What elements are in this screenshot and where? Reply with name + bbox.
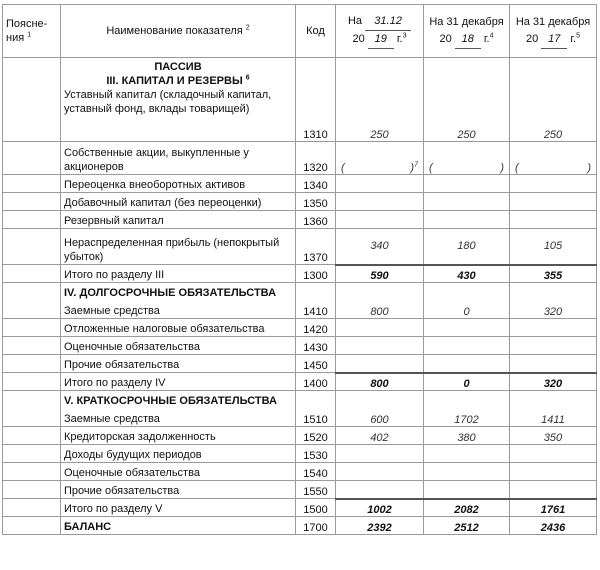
- table-row: [3, 193, 597, 211]
- header-name: [61, 5, 296, 58]
- row-name: Уставный капитал (складочный капитал, уставный фонд, вклады товарищей): [64, 89, 272, 115]
- value-cell: [336, 175, 424, 193]
- value-cell: 250: [510, 58, 597, 142]
- row-name: Добавочный капитал (без переоценки): [61, 193, 296, 211]
- row-name: Оценочные обязательства: [61, 337, 296, 355]
- name-cell: [61, 283, 296, 319]
- value-cell: 105: [510, 229, 597, 265]
- row-name: Прочие обязательства: [61, 481, 296, 499]
- note-cell: [3, 391, 61, 427]
- table-row: [3, 319, 597, 337]
- value-cell: [424, 193, 510, 211]
- period-3-sup: 5: [576, 31, 580, 39]
- code-cell: 1430: [296, 337, 336, 355]
- header-code: Код: [296, 5, 336, 58]
- code-cell: 1320: [296, 142, 336, 175]
- note-cell: [3, 337, 61, 355]
- table-row: [3, 481, 597, 499]
- value-cell: [510, 481, 597, 499]
- code-cell: 1530: [296, 445, 336, 463]
- row-name: Собственные акции, выкупленные у акционеров: [61, 142, 296, 175]
- table-row: [3, 211, 597, 229]
- code-cell: 1500: [296, 499, 336, 517]
- note-cell: [3, 283, 61, 319]
- note-cell: [3, 463, 61, 481]
- value-cell: 2512: [424, 517, 510, 535]
- period-1-year: 19: [368, 31, 394, 49]
- section-3-title: III. КАПИТАЛ И РЕЗЕРВЫ $^6$: [106, 74, 250, 87]
- header-name-sup: 2: [245, 24, 250, 32]
- period-2-year-suffix: г.: [483, 32, 490, 45]
- value-cell: 340: [336, 229, 424, 265]
- value-cell: 800: [336, 283, 424, 319]
- value-cell: [510, 355, 597, 373]
- note-cell: [3, 211, 61, 229]
- row-name: Нераспределенная прибыль (непокрытый убыток): [61, 229, 296, 265]
- value-cell: [424, 319, 510, 337]
- code-cell: 1510: [296, 391, 336, 427]
- code-cell: 1400: [296, 373, 336, 391]
- table-row: [3, 355, 597, 373]
- note-cell: [3, 427, 61, 445]
- value-cell: [336, 319, 424, 337]
- row-name: Оценочные обязательства: [61, 463, 296, 481]
- value-cell: [336, 355, 424, 373]
- value-cell: ( ): [510, 142, 597, 175]
- code-cell: 1700: [296, 517, 336, 535]
- value-cell: [424, 175, 510, 193]
- value-cell: 250: [424, 58, 510, 142]
- table-row: [3, 391, 597, 427]
- note-cell: [3, 193, 61, 211]
- total-row: [3, 265, 597, 283]
- code-cell: 1520: [296, 427, 336, 445]
- table-row: [3, 337, 597, 355]
- header-name-label: Наименование показателя: [106, 25, 243, 37]
- value-cell: [510, 463, 597, 481]
- note-cell: [3, 517, 61, 535]
- value-cell: [510, 445, 597, 463]
- row-name: Заемные средства: [64, 413, 160, 425]
- value-cell: 430: [424, 265, 510, 283]
- header-period-3: [510, 5, 597, 58]
- table-row: [3, 283, 597, 319]
- note-cell: [3, 175, 61, 193]
- row-name: Резервный капитал: [61, 211, 296, 229]
- value-cell: [510, 319, 597, 337]
- period-2-year: 18: [455, 31, 481, 49]
- value-cell: 1761: [510, 499, 597, 517]
- row-name: Прочие обязательства: [61, 355, 296, 373]
- note-cell: [3, 355, 61, 373]
- row-name: Кредиторская задолженность: [61, 427, 296, 445]
- section-4-title: IV. ДОЛГОСРОЧНЫЕ ОБЯЗАТЕЛЬСТВА: [64, 287, 277, 299]
- row-name: Переоценка внеоборотных активов: [61, 175, 296, 193]
- note-cell: [3, 445, 61, 463]
- total-row: [3, 499, 597, 517]
- note-cell: [3, 373, 61, 391]
- code-cell: 1360: [296, 211, 336, 229]
- table-row: [3, 229, 597, 265]
- code-cell: 1550: [296, 481, 336, 499]
- note-cell: [3, 265, 61, 283]
- period-1-prefix: На: [347, 15, 362, 27]
- header-period-2: [424, 5, 510, 58]
- period-1-date: 31.12: [365, 13, 411, 31]
- row-name: Итого по разделу V: [61, 499, 296, 517]
- table-row: [3, 175, 597, 193]
- value-cell: [510, 337, 597, 355]
- value-cell: 800: [336, 373, 424, 391]
- value-cell: 0: [424, 373, 510, 391]
- row-name: Доходы будущих периодов: [61, 445, 296, 463]
- header-note: [3, 5, 61, 58]
- value-cell: 1002: [336, 499, 424, 517]
- code-cell: 1340: [296, 175, 336, 193]
- balance-row: [3, 517, 597, 535]
- code-cell: 1410: [296, 283, 336, 319]
- name-cell: [61, 58, 296, 142]
- value-cell: 320: [510, 373, 597, 391]
- value-cell: 1702: [424, 391, 510, 427]
- table-row: [3, 463, 597, 481]
- value-cell: [510, 211, 597, 229]
- period-3-year-prefix: 20: [525, 32, 539, 45]
- row-name: Отложенные налоговые обязательства: [61, 319, 296, 337]
- value-cell: 2392: [336, 517, 424, 535]
- value-cell: 380: [424, 427, 510, 445]
- period-1-year-suffix: г.: [396, 33, 403, 45]
- value-cell: 180: [424, 229, 510, 265]
- value-cell: [336, 445, 424, 463]
- value-cell: 402: [336, 427, 424, 445]
- value-cell: [336, 211, 424, 229]
- value-cell: [510, 193, 597, 211]
- code-cell: 1350: [296, 193, 336, 211]
- code-cell: 1310: [296, 58, 336, 142]
- row-name: БАЛАНС: [61, 517, 296, 535]
- balance-table: [2, 4, 597, 535]
- code-cell: 1450: [296, 355, 336, 373]
- period-2-sup: 4: [489, 31, 494, 39]
- table-row: [3, 445, 597, 463]
- value-cell: 2082: [424, 499, 510, 517]
- code-cell: 1370: [296, 229, 336, 265]
- row-name: Заемные средства: [64, 305, 160, 317]
- table-row: [3, 427, 597, 445]
- value-cell: [424, 337, 510, 355]
- note-cell: [3, 58, 61, 142]
- value-cell: 0: [424, 283, 510, 319]
- note-cell: [3, 142, 61, 175]
- value-cell: [336, 463, 424, 481]
- value-cell: [424, 463, 510, 481]
- value-cell: 350: [510, 427, 597, 445]
- period-3-prefix: На 31 декабря: [515, 15, 591, 28]
- value-cell: 2436: [510, 517, 597, 535]
- value-cell: 1411: [510, 391, 597, 427]
- section-5-title: V. КРАТКОСРОЧНЫЕ ОБЯЗАТЕЛЬСТВА: [64, 395, 277, 407]
- note-cell: [3, 499, 61, 517]
- period-1-year-prefix: 20: [352, 33, 365, 45]
- code-cell: 1540: [296, 463, 336, 481]
- value-cell: [424, 481, 510, 499]
- period-3-year-suffix: г.: [570, 32, 577, 45]
- value-cell: ( )$^7$: [336, 142, 424, 175]
- name-cell: [61, 391, 296, 427]
- value-cell: [424, 211, 510, 229]
- value-cell: ( ): [424, 142, 510, 175]
- value-cell: 590: [336, 265, 424, 283]
- value-cell: 355: [510, 265, 597, 283]
- period-1-sup: 3: [402, 32, 407, 40]
- code-cell: 1300: [296, 265, 336, 283]
- period-3-year: 17: [541, 31, 567, 49]
- period-2-year-prefix: 20: [439, 32, 452, 45]
- note-cell: [3, 319, 61, 337]
- note-cell: [3, 481, 61, 499]
- table-row: [3, 142, 597, 175]
- passive-title: ПАССИВ: [154, 61, 202, 73]
- value-cell: [336, 337, 424, 355]
- period-2-prefix: На 31 декабря: [429, 15, 504, 28]
- value-cell: [424, 355, 510, 373]
- note-cell: [3, 229, 61, 265]
- value-cell: [336, 193, 424, 211]
- table-row: [3, 58, 597, 142]
- value-cell: 250: [336, 58, 424, 142]
- header-row: [3, 5, 597, 58]
- header-note-sup: 1: [27, 31, 32, 39]
- value-cell: 320: [510, 283, 597, 319]
- value-cell: 600: [336, 391, 424, 427]
- header-period-1: [336, 5, 424, 58]
- value-cell: [510, 175, 597, 193]
- header-note-label: Поясне-ния: [6, 18, 48, 44]
- row-name: Итого по разделу IV: [61, 373, 296, 391]
- value-cell: [336, 481, 424, 499]
- code-cell: 1420: [296, 319, 336, 337]
- total-row: [3, 373, 597, 391]
- row-name: Итого по разделу III: [61, 265, 296, 283]
- value-cell: [424, 445, 510, 463]
